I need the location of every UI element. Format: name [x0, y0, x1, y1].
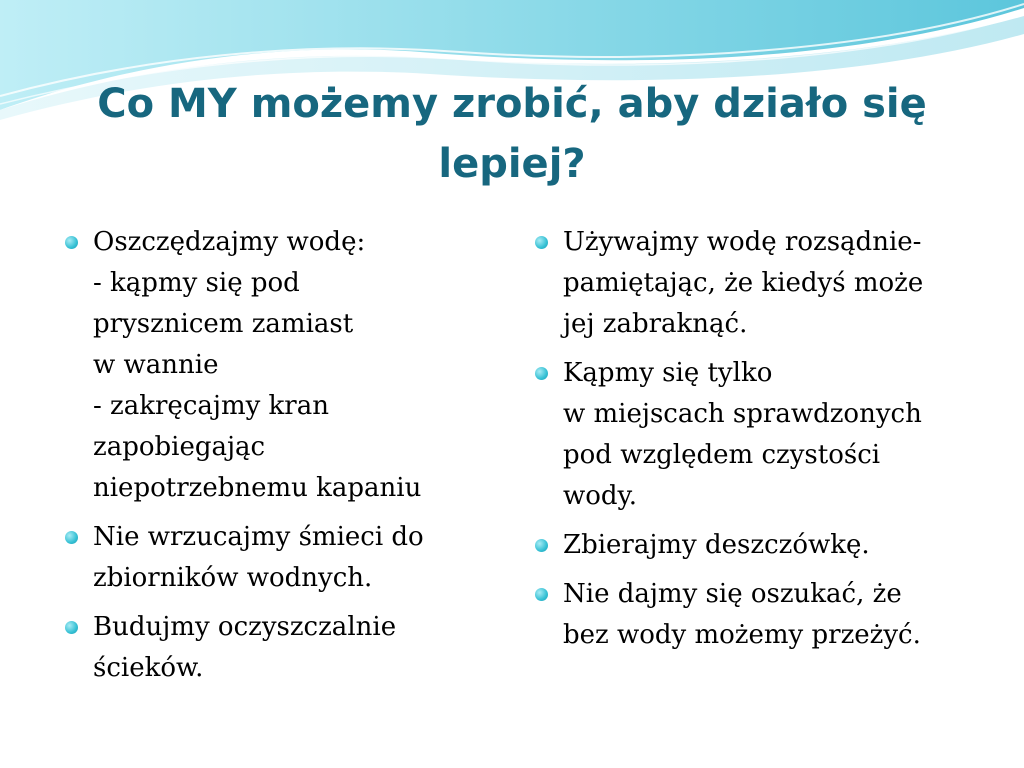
bullet-dot-icon [535, 236, 548, 249]
list-item-line: Oszczędzajmy wodę: [93, 227, 366, 257]
slide-title [40, 74, 984, 194]
bullet-dot-icon [65, 236, 78, 249]
list-item [62, 517, 492, 599]
left-bullet-list [62, 222, 492, 697]
list-item [532, 353, 982, 517]
list-item-line: bez wody możemy przeżyć. [563, 620, 921, 650]
list-item-line: wody. [563, 481, 638, 511]
list-item-line: niepotrzebnemu kapaniu [93, 473, 422, 503]
list-item [62, 222, 492, 509]
list-item-line: zbiorników wodnych. [93, 563, 373, 593]
list-item-line: w miejscach sprawdzonych [563, 399, 922, 429]
bullet-dot-icon [535, 539, 548, 552]
list-item-line: pamiętając, że kiedyś może [563, 268, 924, 298]
list-item-line: Kąpmy się tylko [563, 358, 773, 388]
list-item [532, 222, 982, 345]
list-item-line: jej zabraknąć. [563, 309, 748, 339]
list-item-line: w wannie [93, 350, 219, 380]
bullet-dot-icon [535, 588, 548, 601]
list-item-line: - kąpmy się pod [93, 268, 300, 298]
bullet-dot-icon [65, 621, 78, 634]
list-item-line: - zakręcajmy kran [93, 391, 329, 421]
list-item [532, 525, 982, 566]
right-bullet-list [532, 222, 982, 664]
list-item [62, 607, 492, 689]
list-item-line: Używajmy wodę rozsądnie- [563, 227, 922, 257]
list-item-line: Budujmy oczyszczalnie [93, 612, 397, 642]
list-item-line: zapobiegając [93, 432, 266, 462]
list-item-line: Nie dajmy się oszukać, że [563, 579, 902, 609]
list-item-line: pod względem czystości [563, 440, 881, 470]
bullet-dot-icon [535, 367, 548, 380]
list-item-line: prysznicem zamiast [93, 309, 354, 339]
slide-title-line-1: Co MY możemy zrobić, aby działo się [97, 81, 927, 127]
list-item-line: ścieków. [93, 653, 204, 683]
bullet-dot-icon [65, 531, 78, 544]
slide-title-line-2: lepiej? [438, 141, 586, 187]
list-item-line: Zbierajmy deszczówkę. [563, 530, 870, 560]
list-item [532, 574, 982, 656]
list-item-line: Nie wrzucajmy śmieci do [93, 522, 424, 552]
